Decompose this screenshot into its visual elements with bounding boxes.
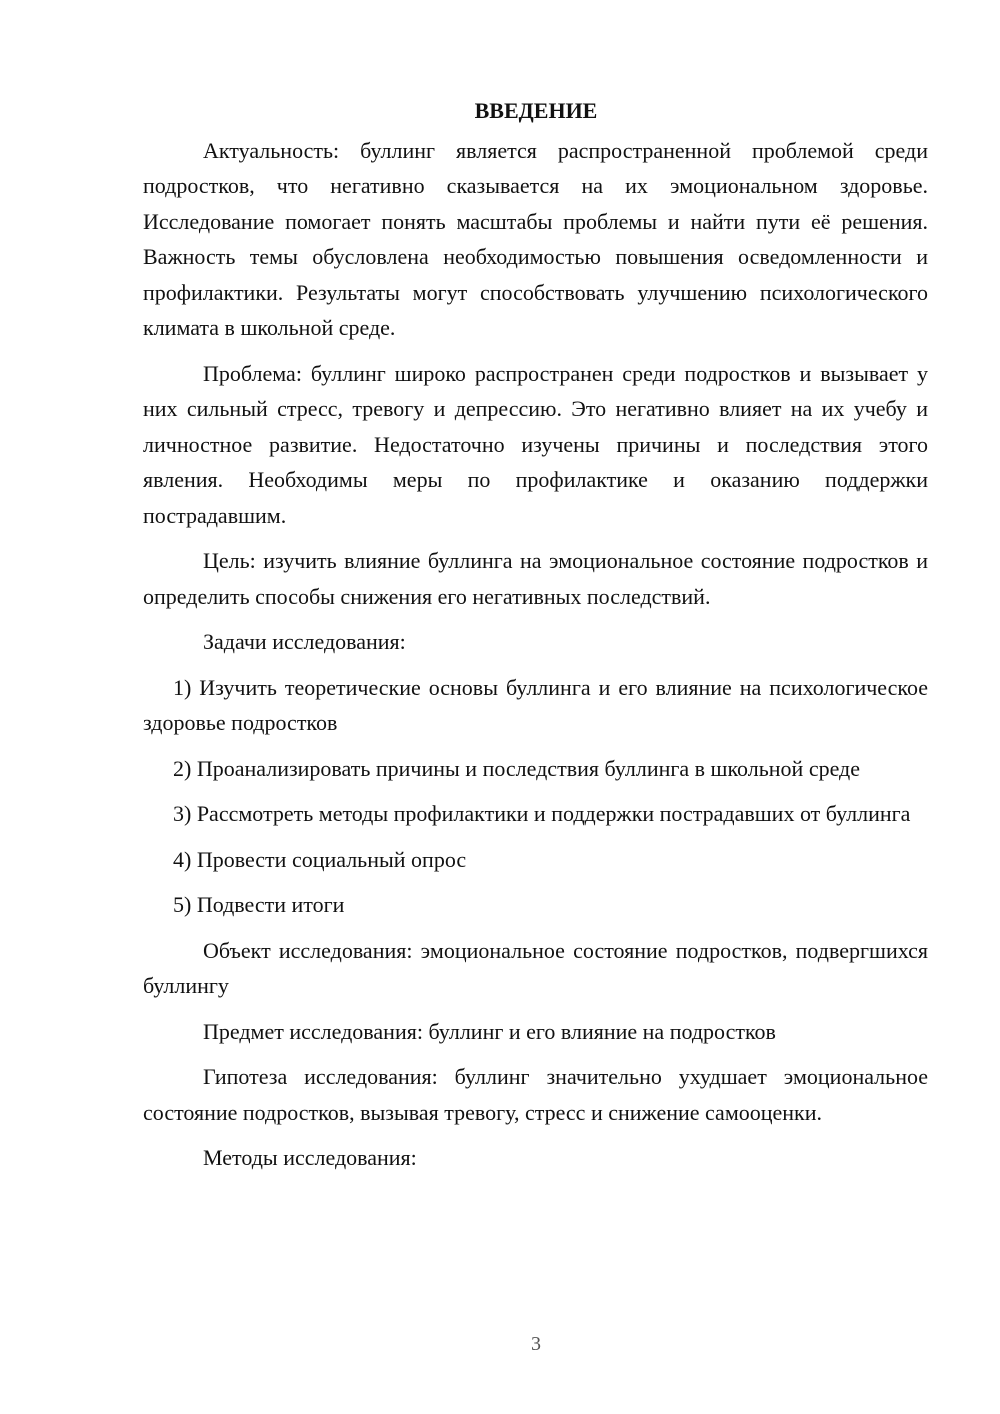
page-content — [143, 93, 928, 1186]
task-item-2: 2) Проанализировать причины и последствия буллинга в школьной среде — [173, 755, 861, 781]
paragraph-goal: Цель: изучить влияние буллинга на эмоциональное состояние подростков и определить способы снижения его негативных последствий. — [143, 548, 928, 609]
task-item-4: 4) Провести социальный опрос — [173, 846, 467, 872]
paragraph-relevance: Актуальность: буллинг является распространенной проблемой среди подростков, что негативно сказывается на их эмоциональном здоровье. Исследование помогает понять масштабы проблемы и найти пути её решения. Важность темы обусловлена необходимостью повышения осведомленности и профилактики. Результаты могут способствовать улучшению психологического климата в школьной среде. — [143, 137, 928, 340]
task-item-1: 1) Изучить теоретические основы буллинга и его влияние на психологическое здоровье подростков — [143, 674, 928, 735]
task-item-3: 3) Рассмотреть методы профилактики и поддержки пострадавших от буллинга — [173, 801, 911, 826]
methods-heading: Методы исследования: — [203, 1145, 417, 1170]
paragraph-hypothesis: Гипотеза исследования: буллинг значительно ухудшает эмоциональное состояние подростков, вызывая тревогу, стресс и снижение самооценки. — [143, 1064, 928, 1125]
task-item-5: 5) Подвести итоги — [173, 892, 345, 917]
page-number: 3 — [531, 1333, 541, 1355]
paragraph-problem: Проблема: буллинг широко распространен среди подростков и вызывает у них сильный стресс, тревогу и депрессию. Это негативно влияет на их учебу и личностное развитие. Недостаточно изучены причины и последствия этого явления. Необходимы меры по профилактике и оказанию поддержки пострадавшим. — [143, 360, 928, 528]
paragraph-subject: Предмет исследования: буллинг и его влияние на подростков — [203, 1018, 776, 1044]
page-title: ВВЕДЕНИЕ — [474, 98, 598, 123]
paragraph-object: Объект исследования: эмоциональное состояние подростков, подвергшихся буллингу — [143, 937, 928, 998]
tasks-heading: Задачи исследования: — [203, 629, 406, 654]
